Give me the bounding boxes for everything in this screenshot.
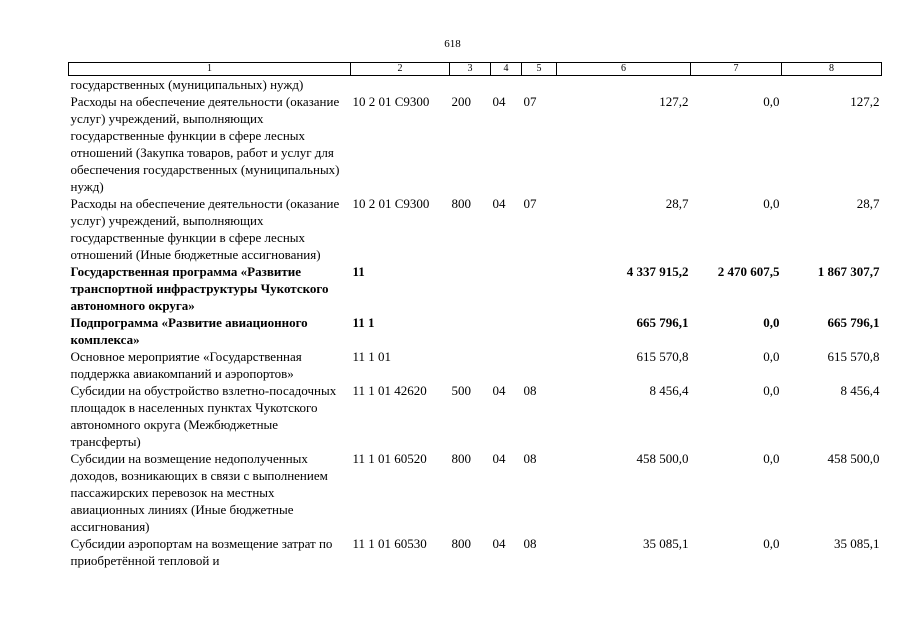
- cell-name: Государственная программа «Развитие транспортной инфраструктуры Чукотского автономного округа»: [70, 264, 329, 313]
- header-col-3: 3: [450, 63, 491, 76]
- cell-amount-regional: 8 456,4: [840, 383, 880, 398]
- cell-amount-federal: 0,0: [763, 383, 780, 398]
- cell-amount-total: 8 456,4: [649, 383, 689, 398]
- header-col-5: 5: [522, 63, 557, 76]
- cell-expense-type: [450, 76, 491, 94]
- cell-code: 11 1 01 60530: [352, 536, 427, 551]
- cell-amount-total: 4 337 915,2: [626, 264, 689, 279]
- cell-amount-regional: 458 500,0: [827, 451, 880, 466]
- cell-amount-total: 665 796,1: [636, 315, 689, 330]
- table-row: [69, 76, 882, 94]
- cell-code: 11: [352, 264, 365, 279]
- cell-name: Расходы на обеспечение деятельности (оказание услуг) учреждений, выполняющих государственные функции в сфере лесных отношений (Иные бюджетные ассигнования): [70, 196, 340, 262]
- table-row: [69, 93, 882, 195]
- cell-subsection: 08: [523, 383, 537, 398]
- cell-expense-type: 500: [451, 383, 471, 398]
- cell-amount-federal: [691, 76, 782, 94]
- header-col-8: 8: [782, 63, 882, 76]
- cell-expense-type: 800: [451, 536, 471, 551]
- cell-amount-total: [557, 76, 691, 94]
- table-body: [69, 76, 882, 570]
- cell-subsection: 08: [523, 451, 537, 466]
- table-row: [69, 195, 882, 263]
- cell-amount-total: 615 570,8: [636, 349, 689, 364]
- table-row: [69, 450, 882, 535]
- cell-section: 04: [492, 451, 506, 466]
- cell-subsection: [522, 314, 557, 348]
- cell-section: 04: [492, 94, 506, 109]
- cell-subsection: [522, 348, 557, 382]
- table-row: [69, 314, 882, 348]
- cell-amount-regional: 1 867 307,7: [817, 264, 880, 279]
- table-row: [69, 535, 882, 569]
- cell-amount-federal: 0,0: [763, 349, 780, 364]
- cell-amount-total: 35 085,1: [643, 536, 689, 551]
- cell-amount-federal: 0,0: [763, 451, 780, 466]
- cell-subsection: 07: [523, 196, 537, 211]
- cell-name: Основное мероприятие «Государственная поддержка авиакомпаний и аэропортов»: [70, 349, 302, 381]
- cell-expense-type: 800: [451, 451, 471, 466]
- cell-subsection: [522, 76, 557, 94]
- cell-expense-type: [450, 263, 491, 314]
- cell-amount-federal: 0,0: [763, 315, 780, 330]
- cell-subsection: 07: [523, 94, 537, 109]
- cell-name: Субсидии на возмещение недополученных доходов, возникающих в связи с выполнением пассажирских перевозок на местных авиационных линиях (Иные бюджетные ассигнования): [70, 451, 328, 534]
- cell-expense-type: 800: [451, 196, 471, 211]
- cell-amount-total: 28,7: [665, 196, 689, 211]
- cell-amount-regional: 35 085,1: [834, 536, 880, 551]
- cell-name: Расходы на обеспечение деятельности (оказание услуг) учреждений, выполняющих государственные функции в сфере лесных отношений (Закупка товаров, работ и услуг для обеспечения государственных (муниципальных) нужд): [70, 94, 340, 194]
- cell-section: [491, 314, 522, 348]
- cell-amount-federal: 0,0: [763, 94, 780, 109]
- cell-name: государственных (муниципальных) нужд): [70, 77, 304, 92]
- cell-subsection: [522, 263, 557, 314]
- table-header-row: [69, 63, 882, 76]
- header-col-6: 6: [557, 63, 691, 76]
- header-col-4: 4: [491, 63, 522, 76]
- cell-amount-regional: [782, 76, 882, 94]
- table-row: [69, 263, 882, 314]
- header-col-2: 2: [351, 63, 450, 76]
- cell-name: Субсидии аэропортам на возмещение затрат по приобретённой тепловой и: [70, 536, 333, 568]
- cell-amount-regional: 665 796,1: [827, 315, 880, 330]
- cell-amount-federal: 2 470 607,5: [717, 264, 780, 279]
- header-col-7: 7: [691, 63, 782, 76]
- cell-subsection: 08: [523, 536, 537, 551]
- cell-amount-federal: 0,0: [763, 536, 780, 551]
- page-number: 618: [444, 38, 461, 50]
- table-row: [69, 348, 882, 382]
- cell-section: 04: [492, 536, 506, 551]
- cell-amount-regional: 127,2: [850, 94, 880, 109]
- cell-section: 04: [492, 383, 506, 398]
- cell-amount-regional: 615 570,8: [827, 349, 880, 364]
- table-row: [69, 382, 882, 450]
- cell-code: [351, 76, 450, 94]
- cell-amount-federal: 0,0: [763, 196, 780, 211]
- cell-name: Субсидии на обустройство взлетно-посадочных площадок в населенных пунктах Чукотского автономного округа (Межбюджетные трансферты): [70, 383, 337, 449]
- cell-amount-total: 127,2: [659, 94, 689, 109]
- cell-section: [491, 263, 522, 314]
- cell-code: 11 1 01: [352, 349, 392, 364]
- cell-amount-regional: 28,7: [856, 196, 880, 211]
- cell-section: 04: [492, 196, 506, 211]
- cell-expense-type: [450, 348, 491, 382]
- cell-code: 10 2 01 С9300: [352, 94, 430, 109]
- cell-expense-type: 200: [451, 94, 471, 109]
- budget-table: [68, 62, 882, 569]
- cell-amount-total: 458 500,0: [636, 451, 689, 466]
- cell-section: [491, 348, 522, 382]
- cell-expense-type: [450, 314, 491, 348]
- cell-name: Подпрограмма «Развитие авиационного комплекса»: [70, 315, 308, 347]
- cell-code: 11 1 01 42620: [352, 383, 427, 398]
- cell-code: 11 1 01 60520: [352, 451, 427, 466]
- cell-code: 11 1: [352, 315, 375, 330]
- header-col-1: 1: [69, 63, 351, 76]
- cell-code: 10 2 01 С9300: [352, 196, 430, 211]
- cell-section: [491, 76, 522, 94]
